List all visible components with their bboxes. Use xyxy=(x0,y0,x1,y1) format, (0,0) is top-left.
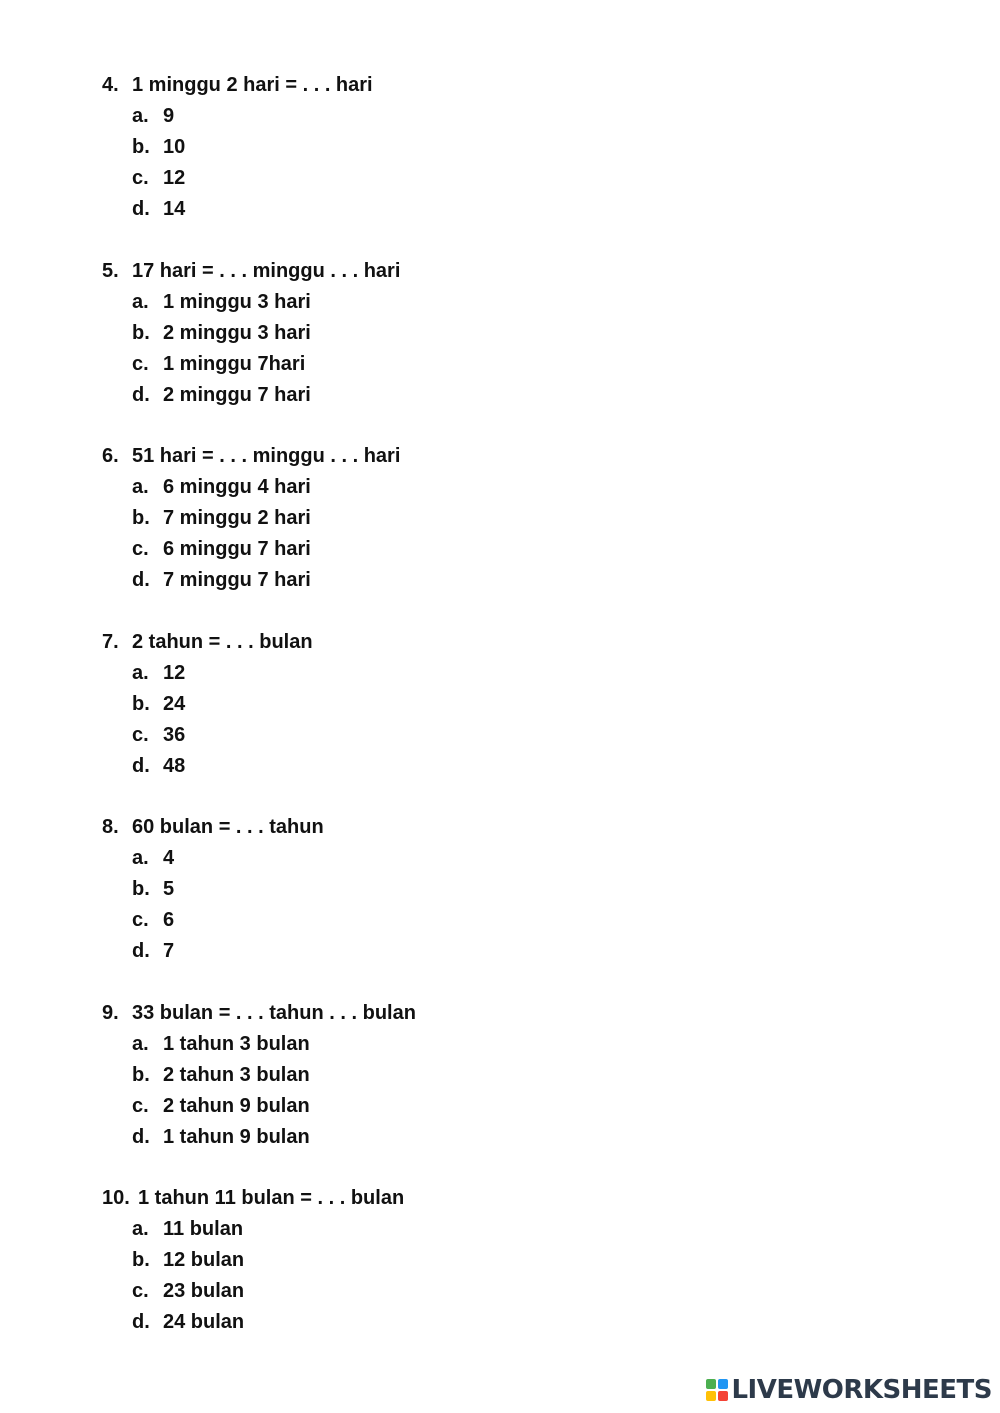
option-letter: c. xyxy=(132,909,149,931)
option-text: 7 xyxy=(163,940,175,962)
question-item xyxy=(102,812,702,967)
option-letter: b. xyxy=(132,692,150,715)
option-letter: c. xyxy=(132,723,149,746)
question-number: 7. xyxy=(102,630,119,653)
option-letter: b. xyxy=(132,1249,150,1271)
answer-option[interactable] xyxy=(102,287,702,318)
logo-tile-v xyxy=(706,1391,716,1401)
answer-option[interactable] xyxy=(102,751,702,782)
liveworksheets-watermark xyxy=(706,1375,992,1405)
option-letter: a. xyxy=(132,1032,149,1055)
option-text: 12 bulan xyxy=(163,1249,245,1271)
option-letter: a. xyxy=(132,847,149,869)
answer-option[interactable] xyxy=(102,1060,702,1091)
answer-option[interactable] xyxy=(102,503,702,534)
answer-option[interactable] xyxy=(102,1029,702,1060)
question-stem xyxy=(102,70,702,101)
option-text: 7 minggu 2 hari xyxy=(163,507,311,529)
question-number: 9. xyxy=(102,1001,119,1024)
option-text: 6 minggu 7 hari xyxy=(163,538,311,560)
question-list xyxy=(102,70,702,1369)
option-text: 1 tahun 3 bulan xyxy=(163,1032,310,1055)
option-letter: b. xyxy=(132,136,150,158)
option-letter: d. xyxy=(132,569,150,591)
question-item xyxy=(102,441,702,596)
option-text: 2 tahun 9 bulan xyxy=(163,1094,310,1117)
option-text: 11 bulan xyxy=(163,1218,244,1240)
option-letter: a. xyxy=(132,290,149,313)
option-letter: d. xyxy=(132,754,150,777)
option-text: 4 xyxy=(163,847,175,869)
answer-option[interactable] xyxy=(102,874,702,905)
option-text: 36 xyxy=(163,723,186,746)
answer-option[interactable] xyxy=(102,1122,702,1153)
option-letter: b. xyxy=(132,1063,150,1086)
question-stem xyxy=(102,998,702,1029)
question-item xyxy=(102,1183,702,1338)
option-text: 2 minggu 7 hari xyxy=(163,383,311,406)
option-text: 10 xyxy=(163,136,186,158)
option-letter: d. xyxy=(132,1125,150,1148)
option-letter: c. xyxy=(132,1280,149,1302)
answer-option[interactable] xyxy=(102,565,702,596)
answer-option[interactable] xyxy=(102,1214,702,1245)
option-text: 9 xyxy=(163,105,175,127)
option-letter: d. xyxy=(132,198,150,220)
question-text: 17 hari = . . . minggu . . . hari xyxy=(132,259,401,282)
option-text: 1 minggu 7hari xyxy=(163,352,306,375)
question-stem xyxy=(102,1183,702,1214)
answer-option[interactable] xyxy=(102,1276,702,1307)
answer-option[interactable] xyxy=(102,534,702,565)
question-item xyxy=(102,70,702,225)
option-letter: c. xyxy=(132,167,149,189)
option-text: 12 xyxy=(163,167,186,189)
question-number: 8. xyxy=(102,816,119,838)
option-text: 23 bulan xyxy=(163,1280,245,1302)
option-text: 12 xyxy=(163,661,186,684)
question-stem xyxy=(102,441,702,472)
option-letter: b. xyxy=(132,507,150,529)
question-number: 10. xyxy=(102,1187,130,1209)
answer-option[interactable] xyxy=(102,689,702,720)
logo-tile-i xyxy=(718,1379,728,1389)
answer-option[interactable] xyxy=(102,658,702,689)
option-text: 5 xyxy=(163,878,175,900)
answer-option[interactable] xyxy=(102,349,702,380)
answer-option[interactable] xyxy=(102,905,702,936)
option-text: 48 xyxy=(163,754,186,777)
option-letter: a. xyxy=(132,661,149,684)
answer-option[interactable] xyxy=(102,720,702,751)
question-stem xyxy=(102,812,702,843)
option-text: 14 xyxy=(163,198,186,220)
option-letter: a. xyxy=(132,1218,149,1240)
option-text: 24 bulan xyxy=(163,1311,245,1333)
answer-option[interactable] xyxy=(102,163,702,194)
question-number: 4. xyxy=(102,74,119,96)
question-number: 6. xyxy=(102,445,119,467)
question-item xyxy=(102,256,702,411)
answer-option[interactable] xyxy=(102,472,702,503)
answer-option[interactable] xyxy=(102,318,702,349)
option-letter: c. xyxy=(132,538,149,560)
question-text: 1 minggu 2 hari = . . . hari xyxy=(132,74,373,96)
question-text: 2 tahun = . . . bulan xyxy=(132,630,313,653)
answer-option[interactable] xyxy=(102,132,702,163)
option-text: 2 tahun 3 bulan xyxy=(163,1063,310,1086)
question-item xyxy=(102,998,702,1153)
option-text: 1 tahun 9 bulan xyxy=(163,1125,310,1148)
option-letter: d. xyxy=(132,940,150,962)
option-text: 6 minggu 4 hari xyxy=(163,476,311,498)
option-letter: a. xyxy=(132,476,149,498)
option-text: 2 minggu 3 hari xyxy=(163,321,311,344)
question-text: 51 hari = . . . minggu . . . hari xyxy=(132,445,401,467)
option-text: 7 minggu 7 hari xyxy=(163,569,311,591)
logo-tile-l xyxy=(706,1379,716,1389)
option-letter: d. xyxy=(132,1311,150,1333)
answer-option[interactable] xyxy=(102,1245,702,1276)
question-stem xyxy=(102,256,702,287)
question-stem xyxy=(102,627,702,658)
option-text: 24 xyxy=(163,692,186,715)
answer-option[interactable] xyxy=(102,194,702,225)
answer-option[interactable] xyxy=(102,843,702,874)
option-letter: c. xyxy=(132,352,149,375)
option-text: 1 minggu 3 hari xyxy=(163,290,311,313)
liveworksheets-logo-icon xyxy=(706,1379,728,1401)
question-text: 1 tahun 11 bulan = . . . bulan xyxy=(138,1187,405,1209)
answer-option[interactable] xyxy=(102,1307,702,1338)
question-item xyxy=(102,627,702,782)
option-letter: b. xyxy=(132,878,150,900)
option-letter: a. xyxy=(132,105,149,127)
logo-tile-e xyxy=(718,1391,728,1401)
option-letter: c. xyxy=(132,1094,149,1117)
question-text: 60 bulan = . . . tahun xyxy=(132,816,324,838)
answer-option[interactable] xyxy=(102,101,702,132)
brand-name: LIVEWORKSHEETS xyxy=(731,1375,992,1405)
option-letter: b. xyxy=(132,321,150,344)
question-number: 5. xyxy=(102,259,119,282)
answer-option[interactable] xyxy=(102,1091,702,1122)
answer-option[interactable] xyxy=(102,936,702,967)
answer-option[interactable] xyxy=(102,380,702,411)
question-text: 33 bulan = . . . tahun . . . bulan xyxy=(132,1001,416,1024)
option-letter: d. xyxy=(132,383,150,406)
option-text: 6 xyxy=(163,909,175,931)
